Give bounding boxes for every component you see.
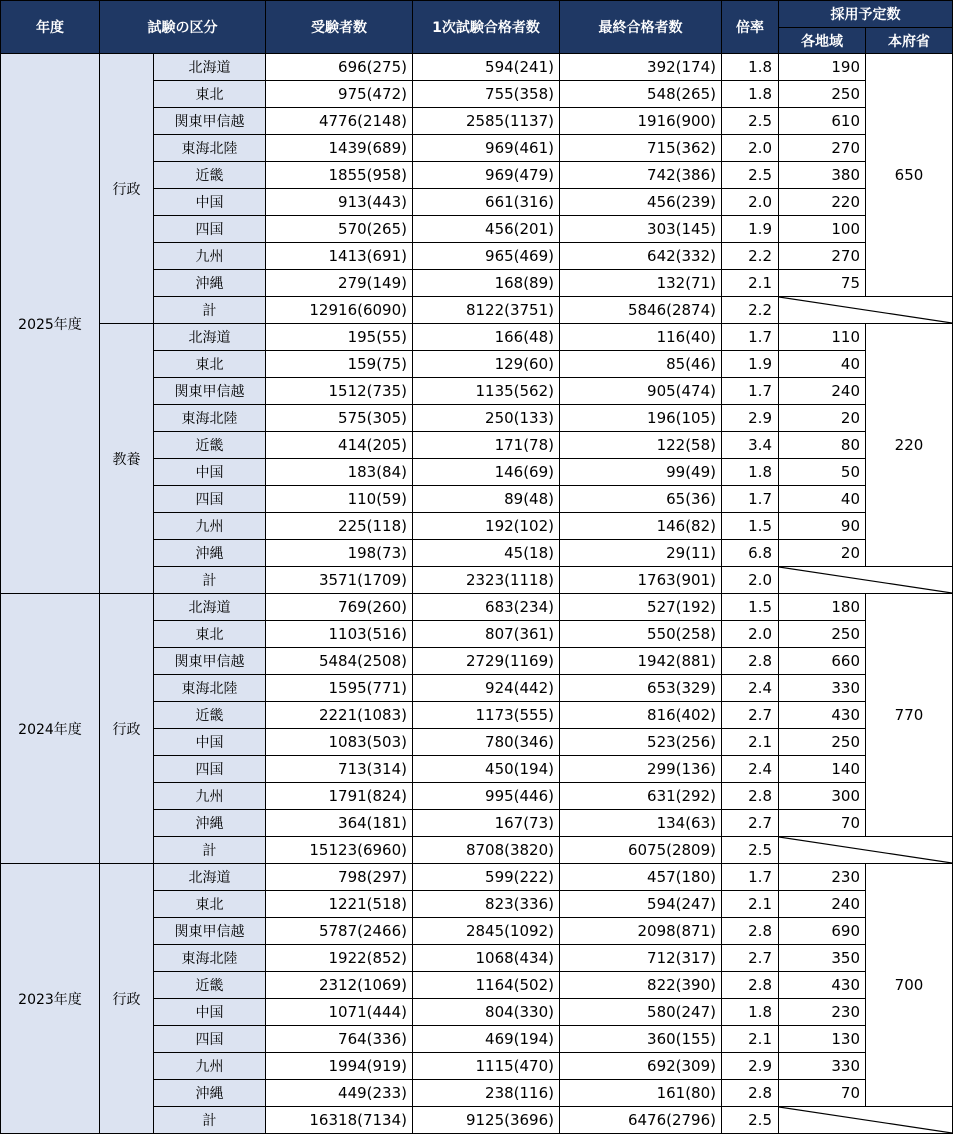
table-row xyxy=(1,594,953,621)
total-first-pass-cell: 8708(3820) xyxy=(413,837,560,864)
applicants-cell: 1922(852) xyxy=(266,945,413,972)
applicants-cell: 159(75) xyxy=(266,351,413,378)
final-pass-cell: 715(362) xyxy=(560,135,722,162)
header-year: 年度 xyxy=(1,1,100,54)
applicants-cell: 110(59) xyxy=(266,486,413,513)
final-pass-cell: 905(474) xyxy=(560,378,722,405)
applicants-cell: 5484(2508) xyxy=(266,648,413,675)
ratio-cell: 2.8 xyxy=(722,918,779,945)
applicants-cell: 2221(1083) xyxy=(266,702,413,729)
final-pass-cell: 1916(900) xyxy=(560,108,722,135)
regional-plan-cell: 90 xyxy=(779,513,866,540)
ratio-cell: 3.4 xyxy=(722,432,779,459)
final-pass-cell: 116(40) xyxy=(560,324,722,351)
ratio-cell: 2.8 xyxy=(722,648,779,675)
applicants-cell: 764(336) xyxy=(266,1026,413,1053)
first-pass-cell: 146(69) xyxy=(413,459,560,486)
regional-plan-cell: 250 xyxy=(779,729,866,756)
diagonal-blank-cell xyxy=(779,297,953,324)
region-cell: 東海北陸 xyxy=(154,135,266,162)
category-cell: 行政 xyxy=(100,54,154,324)
applicants-cell: 5787(2466) xyxy=(266,918,413,945)
region-cell: 九州 xyxy=(154,1053,266,1080)
ratio-cell: 1.8 xyxy=(722,54,779,81)
total-first-pass-cell: 9125(3696) xyxy=(413,1107,560,1134)
region-cell: 関東甲信越 xyxy=(154,108,266,135)
region-cell: 東海北陸 xyxy=(154,675,266,702)
ministry-plan-cell: 700 xyxy=(866,864,953,1107)
category-cell: 教養 xyxy=(100,324,154,594)
ratio-cell: 1.7 xyxy=(722,378,779,405)
total-final-pass-cell: 5846(2874) xyxy=(560,297,722,324)
region-cell: 九州 xyxy=(154,243,266,270)
first-pass-cell: 2585(1137) xyxy=(413,108,560,135)
final-pass-cell: 360(155) xyxy=(560,1026,722,1053)
ratio-cell: 2.1 xyxy=(722,891,779,918)
ratio-cell: 6.8 xyxy=(722,540,779,567)
first-pass-cell: 683(234) xyxy=(413,594,560,621)
ratio-cell: 1.8 xyxy=(722,81,779,108)
applicants-cell: 364(181) xyxy=(266,810,413,837)
final-pass-cell: 631(292) xyxy=(560,783,722,810)
region-cell: 北海道 xyxy=(154,54,266,81)
regional-plan-cell: 80 xyxy=(779,432,866,459)
applicants-cell: 1071(444) xyxy=(266,999,413,1026)
total-label-cell: 計 xyxy=(154,837,266,864)
applicants-cell: 414(205) xyxy=(266,432,413,459)
regional-plan-cell: 350 xyxy=(779,945,866,972)
total-label-cell: 計 xyxy=(154,567,266,594)
applicants-cell: 975(472) xyxy=(266,81,413,108)
first-pass-cell: 129(60) xyxy=(413,351,560,378)
region-cell: 沖縄 xyxy=(154,1080,266,1107)
applicants-cell: 1994(919) xyxy=(266,1053,413,1080)
ratio-cell: 2.9 xyxy=(722,1053,779,1080)
total-final-pass-cell: 6075(2809) xyxy=(560,837,722,864)
ratio-cell: 2.1 xyxy=(722,1026,779,1053)
total-applicants-cell: 12916(6090) xyxy=(266,297,413,324)
header-final-pass: 最終合格者数 xyxy=(560,1,722,54)
total-first-pass-cell: 8122(3751) xyxy=(413,297,560,324)
first-pass-cell: 1115(470) xyxy=(413,1053,560,1080)
region-cell: 四国 xyxy=(154,216,266,243)
applicants-cell: 183(84) xyxy=(266,459,413,486)
final-pass-cell: 29(11) xyxy=(560,540,722,567)
ratio-cell: 2.9 xyxy=(722,405,779,432)
region-cell: 近畿 xyxy=(154,162,266,189)
ratio-cell: 2.5 xyxy=(722,162,779,189)
ratio-cell: 2.7 xyxy=(722,702,779,729)
ministry-plan-cell: 650 xyxy=(866,54,953,297)
regional-plan-cell: 380 xyxy=(779,162,866,189)
first-pass-cell: 2729(1169) xyxy=(413,648,560,675)
header-first-pass: 1次試験合格者数 xyxy=(413,1,560,54)
first-pass-cell: 599(222) xyxy=(413,864,560,891)
ministry-plan-cell: 220 xyxy=(866,324,953,567)
applicants-cell: 1855(958) xyxy=(266,162,413,189)
applicants-cell: 575(305) xyxy=(266,405,413,432)
regional-plan-cell: 70 xyxy=(779,1080,866,1107)
regional-plan-cell: 20 xyxy=(779,405,866,432)
final-pass-cell: 816(402) xyxy=(560,702,722,729)
applicants-cell: 570(265) xyxy=(266,216,413,243)
region-cell: 四国 xyxy=(154,756,266,783)
first-pass-cell: 1135(562) xyxy=(413,378,560,405)
region-cell: 四国 xyxy=(154,1026,266,1053)
region-cell: 近畿 xyxy=(154,972,266,999)
regional-plan-cell: 100 xyxy=(779,216,866,243)
regional-plan-cell: 430 xyxy=(779,972,866,999)
region-cell: 関東甲信越 xyxy=(154,378,266,405)
region-cell: 中国 xyxy=(154,999,266,1026)
final-pass-cell: 580(247) xyxy=(560,999,722,1026)
regional-plan-cell: 330 xyxy=(779,1053,866,1080)
region-cell: 東北 xyxy=(154,891,266,918)
final-pass-cell: 712(317) xyxy=(560,945,722,972)
first-pass-cell: 89(48) xyxy=(413,486,560,513)
region-cell: 九州 xyxy=(154,513,266,540)
final-pass-cell: 299(136) xyxy=(560,756,722,783)
regional-plan-cell: 300 xyxy=(779,783,866,810)
ratio-cell: 2.8 xyxy=(722,972,779,999)
regional-plan-cell: 330 xyxy=(779,675,866,702)
ratio-cell: 2.7 xyxy=(722,810,779,837)
first-pass-cell: 755(358) xyxy=(413,81,560,108)
regional-plan-cell: 430 xyxy=(779,702,866,729)
ratio-cell: 2.1 xyxy=(722,270,779,297)
first-pass-cell: 250(133) xyxy=(413,405,560,432)
regional-plan-cell: 190 xyxy=(779,54,866,81)
regional-plan-cell: 250 xyxy=(779,81,866,108)
total-applicants-cell: 15123(6960) xyxy=(266,837,413,864)
regional-plan-cell: 690 xyxy=(779,918,866,945)
diagonal-blank-cell xyxy=(779,837,953,864)
applicants-cell: 1595(771) xyxy=(266,675,413,702)
ratio-cell: 2.0 xyxy=(722,189,779,216)
regional-plan-cell: 220 xyxy=(779,189,866,216)
year-cell: 2023年度 xyxy=(1,864,100,1134)
region-cell: 北海道 xyxy=(154,594,266,621)
first-pass-cell: 594(241) xyxy=(413,54,560,81)
first-pass-cell: 238(116) xyxy=(413,1080,560,1107)
regional-plan-cell: 270 xyxy=(779,135,866,162)
ratio-cell: 2.4 xyxy=(722,675,779,702)
ratio-cell: 2.1 xyxy=(722,729,779,756)
applicants-cell: 195(55) xyxy=(266,324,413,351)
first-pass-cell: 995(446) xyxy=(413,783,560,810)
ratio-cell: 1.9 xyxy=(722,216,779,243)
total-first-pass-cell: 2323(1118) xyxy=(413,567,560,594)
regional-plan-cell: 140 xyxy=(779,756,866,783)
region-cell: 九州 xyxy=(154,783,266,810)
applicants-cell: 4776(2148) xyxy=(266,108,413,135)
applicants-cell: 449(233) xyxy=(266,1080,413,1107)
first-pass-cell: 45(18) xyxy=(413,540,560,567)
total-final-pass-cell: 6476(2796) xyxy=(560,1107,722,1134)
first-pass-cell: 450(194) xyxy=(413,756,560,783)
applicants-cell: 1103(516) xyxy=(266,621,413,648)
applicants-cell: 696(275) xyxy=(266,54,413,81)
final-pass-cell: 196(105) xyxy=(560,405,722,432)
region-cell: 近畿 xyxy=(154,432,266,459)
first-pass-cell: 780(346) xyxy=(413,729,560,756)
table-body xyxy=(1,54,953,1134)
ratio-cell: 1.9 xyxy=(722,351,779,378)
applicants-cell: 713(314) xyxy=(266,756,413,783)
header-applicants: 受験者数 xyxy=(266,1,413,54)
region-cell: 沖縄 xyxy=(154,810,266,837)
regional-plan-cell: 40 xyxy=(779,351,866,378)
first-pass-cell: 1173(555) xyxy=(413,702,560,729)
final-pass-cell: 548(265) xyxy=(560,81,722,108)
ratio-cell: 1.5 xyxy=(722,513,779,540)
region-cell: 東北 xyxy=(154,621,266,648)
final-pass-cell: 392(174) xyxy=(560,54,722,81)
applicants-cell: 1791(824) xyxy=(266,783,413,810)
applicants-cell: 798(297) xyxy=(266,864,413,891)
first-pass-cell: 1164(502) xyxy=(413,972,560,999)
final-pass-cell: 456(239) xyxy=(560,189,722,216)
table-header xyxy=(1,1,953,54)
regional-plan-cell: 180 xyxy=(779,594,866,621)
ratio-cell: 1.5 xyxy=(722,594,779,621)
region-cell: 中国 xyxy=(154,189,266,216)
diagonal-blank-cell xyxy=(779,1107,953,1134)
applicants-cell: 1221(518) xyxy=(266,891,413,918)
applicants-cell: 198(73) xyxy=(266,540,413,567)
ratio-cell: 1.7 xyxy=(722,864,779,891)
regional-plan-cell: 660 xyxy=(779,648,866,675)
first-pass-cell: 969(479) xyxy=(413,162,560,189)
ratio-cell: 1.8 xyxy=(722,999,779,1026)
first-pass-cell: 823(336) xyxy=(413,891,560,918)
final-pass-cell: 132(71) xyxy=(560,270,722,297)
diagonal-blank-cell xyxy=(779,567,953,594)
total-final-pass-cell: 1763(901) xyxy=(560,567,722,594)
final-pass-cell: 146(82) xyxy=(560,513,722,540)
ratio-cell: 2.2 xyxy=(722,243,779,270)
regional-plan-cell: 40 xyxy=(779,486,866,513)
first-pass-cell: 661(316) xyxy=(413,189,560,216)
regional-plan-cell: 50 xyxy=(779,459,866,486)
region-cell: 東海北陸 xyxy=(154,945,266,972)
first-pass-cell: 804(330) xyxy=(413,999,560,1026)
final-pass-cell: 527(192) xyxy=(560,594,722,621)
table-row xyxy=(1,864,953,891)
region-cell: 東北 xyxy=(154,351,266,378)
table-row xyxy=(1,54,953,81)
header-regional: 各地域 xyxy=(779,28,866,54)
header-category: 試験の区分 xyxy=(100,1,266,54)
regional-plan-cell: 230 xyxy=(779,864,866,891)
first-pass-cell: 456(201) xyxy=(413,216,560,243)
region-cell: 中国 xyxy=(154,729,266,756)
final-pass-cell: 742(386) xyxy=(560,162,722,189)
applicants-cell: 2312(1069) xyxy=(266,972,413,999)
final-pass-cell: 457(180) xyxy=(560,864,722,891)
final-pass-cell: 642(332) xyxy=(560,243,722,270)
applicants-cell: 1512(735) xyxy=(266,378,413,405)
region-cell: 東北 xyxy=(154,81,266,108)
final-pass-cell: 550(258) xyxy=(560,621,722,648)
final-pass-cell: 122(58) xyxy=(560,432,722,459)
first-pass-cell: 924(442) xyxy=(413,675,560,702)
final-pass-cell: 134(63) xyxy=(560,810,722,837)
first-pass-cell: 469(194) xyxy=(413,1026,560,1053)
regional-plan-cell: 75 xyxy=(779,270,866,297)
final-pass-cell: 85(46) xyxy=(560,351,722,378)
regional-plan-cell: 20 xyxy=(779,540,866,567)
regional-plan-cell: 270 xyxy=(779,243,866,270)
final-pass-cell: 594(247) xyxy=(560,891,722,918)
ratio-cell: 2.0 xyxy=(722,135,779,162)
total-label-cell: 計 xyxy=(154,297,266,324)
regional-plan-cell: 240 xyxy=(779,378,866,405)
region-cell: 中国 xyxy=(154,459,266,486)
regional-plan-cell: 610 xyxy=(779,108,866,135)
header-ministry: 本府省 xyxy=(866,28,953,54)
region-cell: 沖縄 xyxy=(154,270,266,297)
final-pass-cell: 303(145) xyxy=(560,216,722,243)
ratio-cell: 1.8 xyxy=(722,459,779,486)
first-pass-cell: 192(102) xyxy=(413,513,560,540)
ratio-cell: 2.8 xyxy=(722,1080,779,1107)
regional-plan-cell: 230 xyxy=(779,999,866,1026)
ratio-cell: 1.7 xyxy=(722,324,779,351)
final-pass-cell: 692(309) xyxy=(560,1053,722,1080)
first-pass-cell: 168(89) xyxy=(413,270,560,297)
final-pass-cell: 65(36) xyxy=(560,486,722,513)
total-ratio-cell: 2.0 xyxy=(722,567,779,594)
ministry-plan-cell: 770 xyxy=(866,594,953,837)
year-cell: 2025年度 xyxy=(1,54,100,594)
ratio-cell: 2.7 xyxy=(722,945,779,972)
first-pass-cell: 969(461) xyxy=(413,135,560,162)
category-cell: 行政 xyxy=(100,594,154,864)
first-pass-cell: 171(78) xyxy=(413,432,560,459)
regional-plan-cell: 130 xyxy=(779,1026,866,1053)
final-pass-cell: 2098(871) xyxy=(560,918,722,945)
total-label-cell: 計 xyxy=(154,1107,266,1134)
first-pass-cell: 965(469) xyxy=(413,243,560,270)
ratio-cell: 2.5 xyxy=(722,108,779,135)
ratio-cell: 2.0 xyxy=(722,621,779,648)
final-pass-cell: 822(390) xyxy=(560,972,722,999)
total-ratio-cell: 2.2 xyxy=(722,297,779,324)
regional-plan-cell: 240 xyxy=(779,891,866,918)
first-pass-cell: 2845(1092) xyxy=(413,918,560,945)
header-ratio: 倍率 xyxy=(722,1,779,54)
regional-plan-cell: 110 xyxy=(779,324,866,351)
first-pass-cell: 167(73) xyxy=(413,810,560,837)
applicants-cell: 1413(691) xyxy=(266,243,413,270)
ratio-cell: 1.7 xyxy=(722,486,779,513)
total-applicants-cell: 3571(1709) xyxy=(266,567,413,594)
ratio-cell: 2.8 xyxy=(722,783,779,810)
applicants-cell: 1439(689) xyxy=(266,135,413,162)
ratio-cell: 2.4 xyxy=(722,756,779,783)
region-cell: 関東甲信越 xyxy=(154,918,266,945)
applicants-cell: 769(260) xyxy=(266,594,413,621)
first-pass-cell: 1068(434) xyxy=(413,945,560,972)
region-cell: 東海北陸 xyxy=(154,405,266,432)
total-applicants-cell: 16318(7134) xyxy=(266,1107,413,1134)
first-pass-cell: 166(48) xyxy=(413,324,560,351)
applicants-cell: 913(443) xyxy=(266,189,413,216)
regional-plan-cell: 250 xyxy=(779,621,866,648)
region-cell: 近畿 xyxy=(154,702,266,729)
regional-plan-cell: 70 xyxy=(779,810,866,837)
final-pass-cell: 1942(881) xyxy=(560,648,722,675)
region-cell: 関東甲信越 xyxy=(154,648,266,675)
year-cell: 2024年度 xyxy=(1,594,100,864)
region-cell: 北海道 xyxy=(154,864,266,891)
total-ratio-cell: 2.5 xyxy=(722,1107,779,1134)
region-cell: 北海道 xyxy=(154,324,266,351)
header-planned: 採用予定数 xyxy=(779,1,953,28)
applicants-cell: 225(118) xyxy=(266,513,413,540)
region-cell: 四国 xyxy=(154,486,266,513)
applicants-cell: 279(149) xyxy=(266,270,413,297)
applicants-cell: 1083(503) xyxy=(266,729,413,756)
final-pass-cell: 99(49) xyxy=(560,459,722,486)
final-pass-cell: 523(256) xyxy=(560,729,722,756)
final-pass-cell: 653(329) xyxy=(560,675,722,702)
total-ratio-cell: 2.5 xyxy=(722,837,779,864)
final-pass-cell: 161(80) xyxy=(560,1080,722,1107)
category-cell: 行政 xyxy=(100,864,154,1134)
region-cell: 沖縄 xyxy=(154,540,266,567)
table-row xyxy=(1,324,953,351)
first-pass-cell: 807(361) xyxy=(413,621,560,648)
